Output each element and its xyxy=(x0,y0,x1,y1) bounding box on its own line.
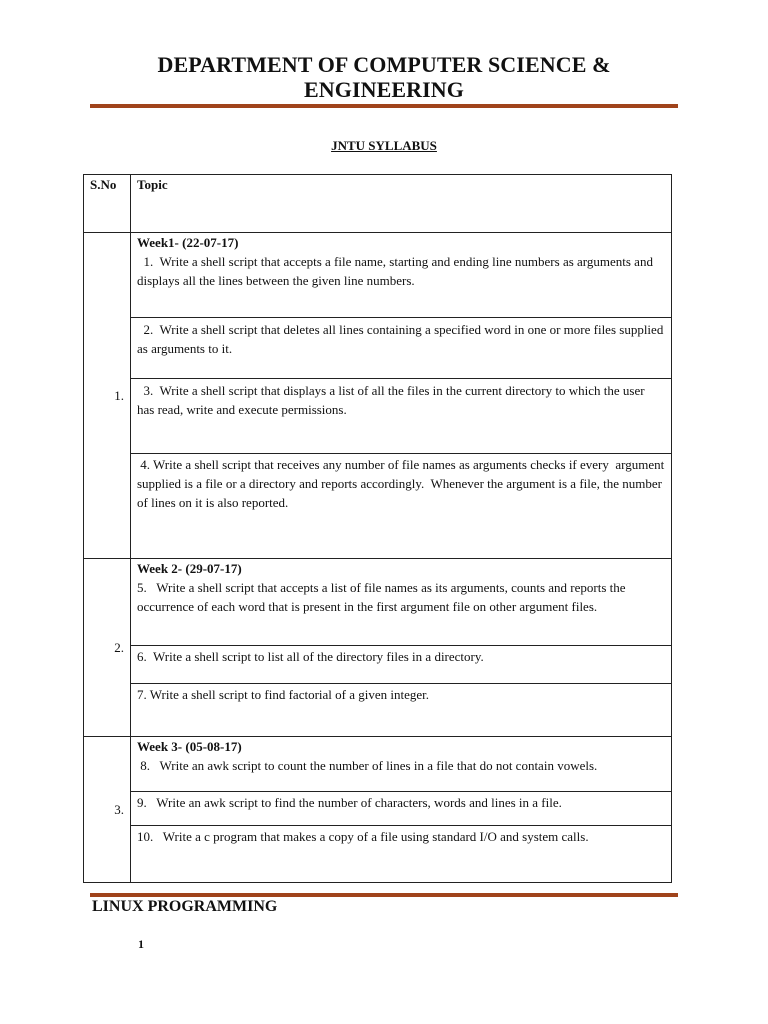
topic-text: 4. Write a shell script that receives any number of file names as arguments checks if every argument supplied is a file or a directory and reports accordingly. Whenever the argument is a file, the number of lines on it is also reported. xyxy=(137,457,668,510)
topic-text: 7. Write a shell script to find factorial of a given integer. xyxy=(137,687,430,702)
topic-text: 9. Write an awk script to find the number of characters, words and lines in a file. xyxy=(137,795,562,810)
table-row xyxy=(84,646,672,684)
table-row xyxy=(84,233,672,318)
footer-subject: LINUX PROGRAMMING xyxy=(92,898,278,915)
topic-text: 6. Write a shell script to list all of the directory files in a directory. xyxy=(137,649,484,664)
topic-text: 10. Write a c program that makes a copy of a file using standard I/O and system calls. xyxy=(137,829,589,844)
table-row xyxy=(84,379,672,454)
column-header-sno: S.No xyxy=(84,175,131,233)
week-heading: Week 2- (29-07-17) xyxy=(137,561,242,576)
table-header-row xyxy=(84,175,672,233)
syllabus-table xyxy=(83,174,672,883)
serial-number: 2. xyxy=(84,559,131,737)
topic-cell xyxy=(131,379,672,454)
table-row xyxy=(84,826,672,883)
topic-cell xyxy=(131,233,672,318)
topic-cell xyxy=(131,792,672,826)
topic-cell xyxy=(131,737,672,792)
topic-cell xyxy=(131,684,672,737)
footer-divider xyxy=(90,893,678,897)
department-title xyxy=(90,52,678,102)
topic-cell xyxy=(131,454,672,559)
topic-cell xyxy=(131,318,672,379)
serial-number: 3. xyxy=(84,737,131,883)
topic-text: 8. Write an awk script to count the number of lines in a file that do not contain vowels. xyxy=(137,758,598,773)
topic-text: 5. Write a shell script that accepts a list of file names as its arguments, counts and reports the occurrence of each word that is present in the first argument file on other argument files. xyxy=(137,580,629,614)
table-row xyxy=(84,737,672,792)
table-row xyxy=(84,454,672,559)
topic-cell xyxy=(131,559,672,646)
department-title-line1: DEPARTMENT OF COMPUTER SCIENCE & xyxy=(157,52,611,77)
syllabus-subtitle: JNTU SYLLABUS xyxy=(331,138,437,153)
header-divider xyxy=(90,104,678,108)
page-number: 1 xyxy=(138,937,144,951)
topic-text: 2. Write a shell script that deletes all lines containing a specified word in one or more files supplied as arguments to it. xyxy=(137,322,667,356)
week-heading: Week1- (22-07-17) xyxy=(137,235,239,250)
table-row xyxy=(84,318,672,379)
column-header-topic: Topic xyxy=(131,175,672,233)
topic-text: 3. Write a shell script that displays a list of all the files in the current directory to which the user has read, write and execute permissions. xyxy=(137,383,648,417)
topic-cell xyxy=(131,646,672,684)
table-row xyxy=(84,684,672,737)
department-title-line2: ENGINEERING xyxy=(303,77,465,102)
topic-text: 1. Write a shell script that accepts a file name, starting and ending line numbers as arguments and displays all the lines between the given line numbers. xyxy=(137,254,657,288)
serial-number: 1. xyxy=(84,233,131,559)
topic-cell xyxy=(131,826,672,883)
table-row xyxy=(84,792,672,826)
table-row xyxy=(84,559,672,646)
week-heading: Week 3- (05-08-17) xyxy=(137,739,242,754)
